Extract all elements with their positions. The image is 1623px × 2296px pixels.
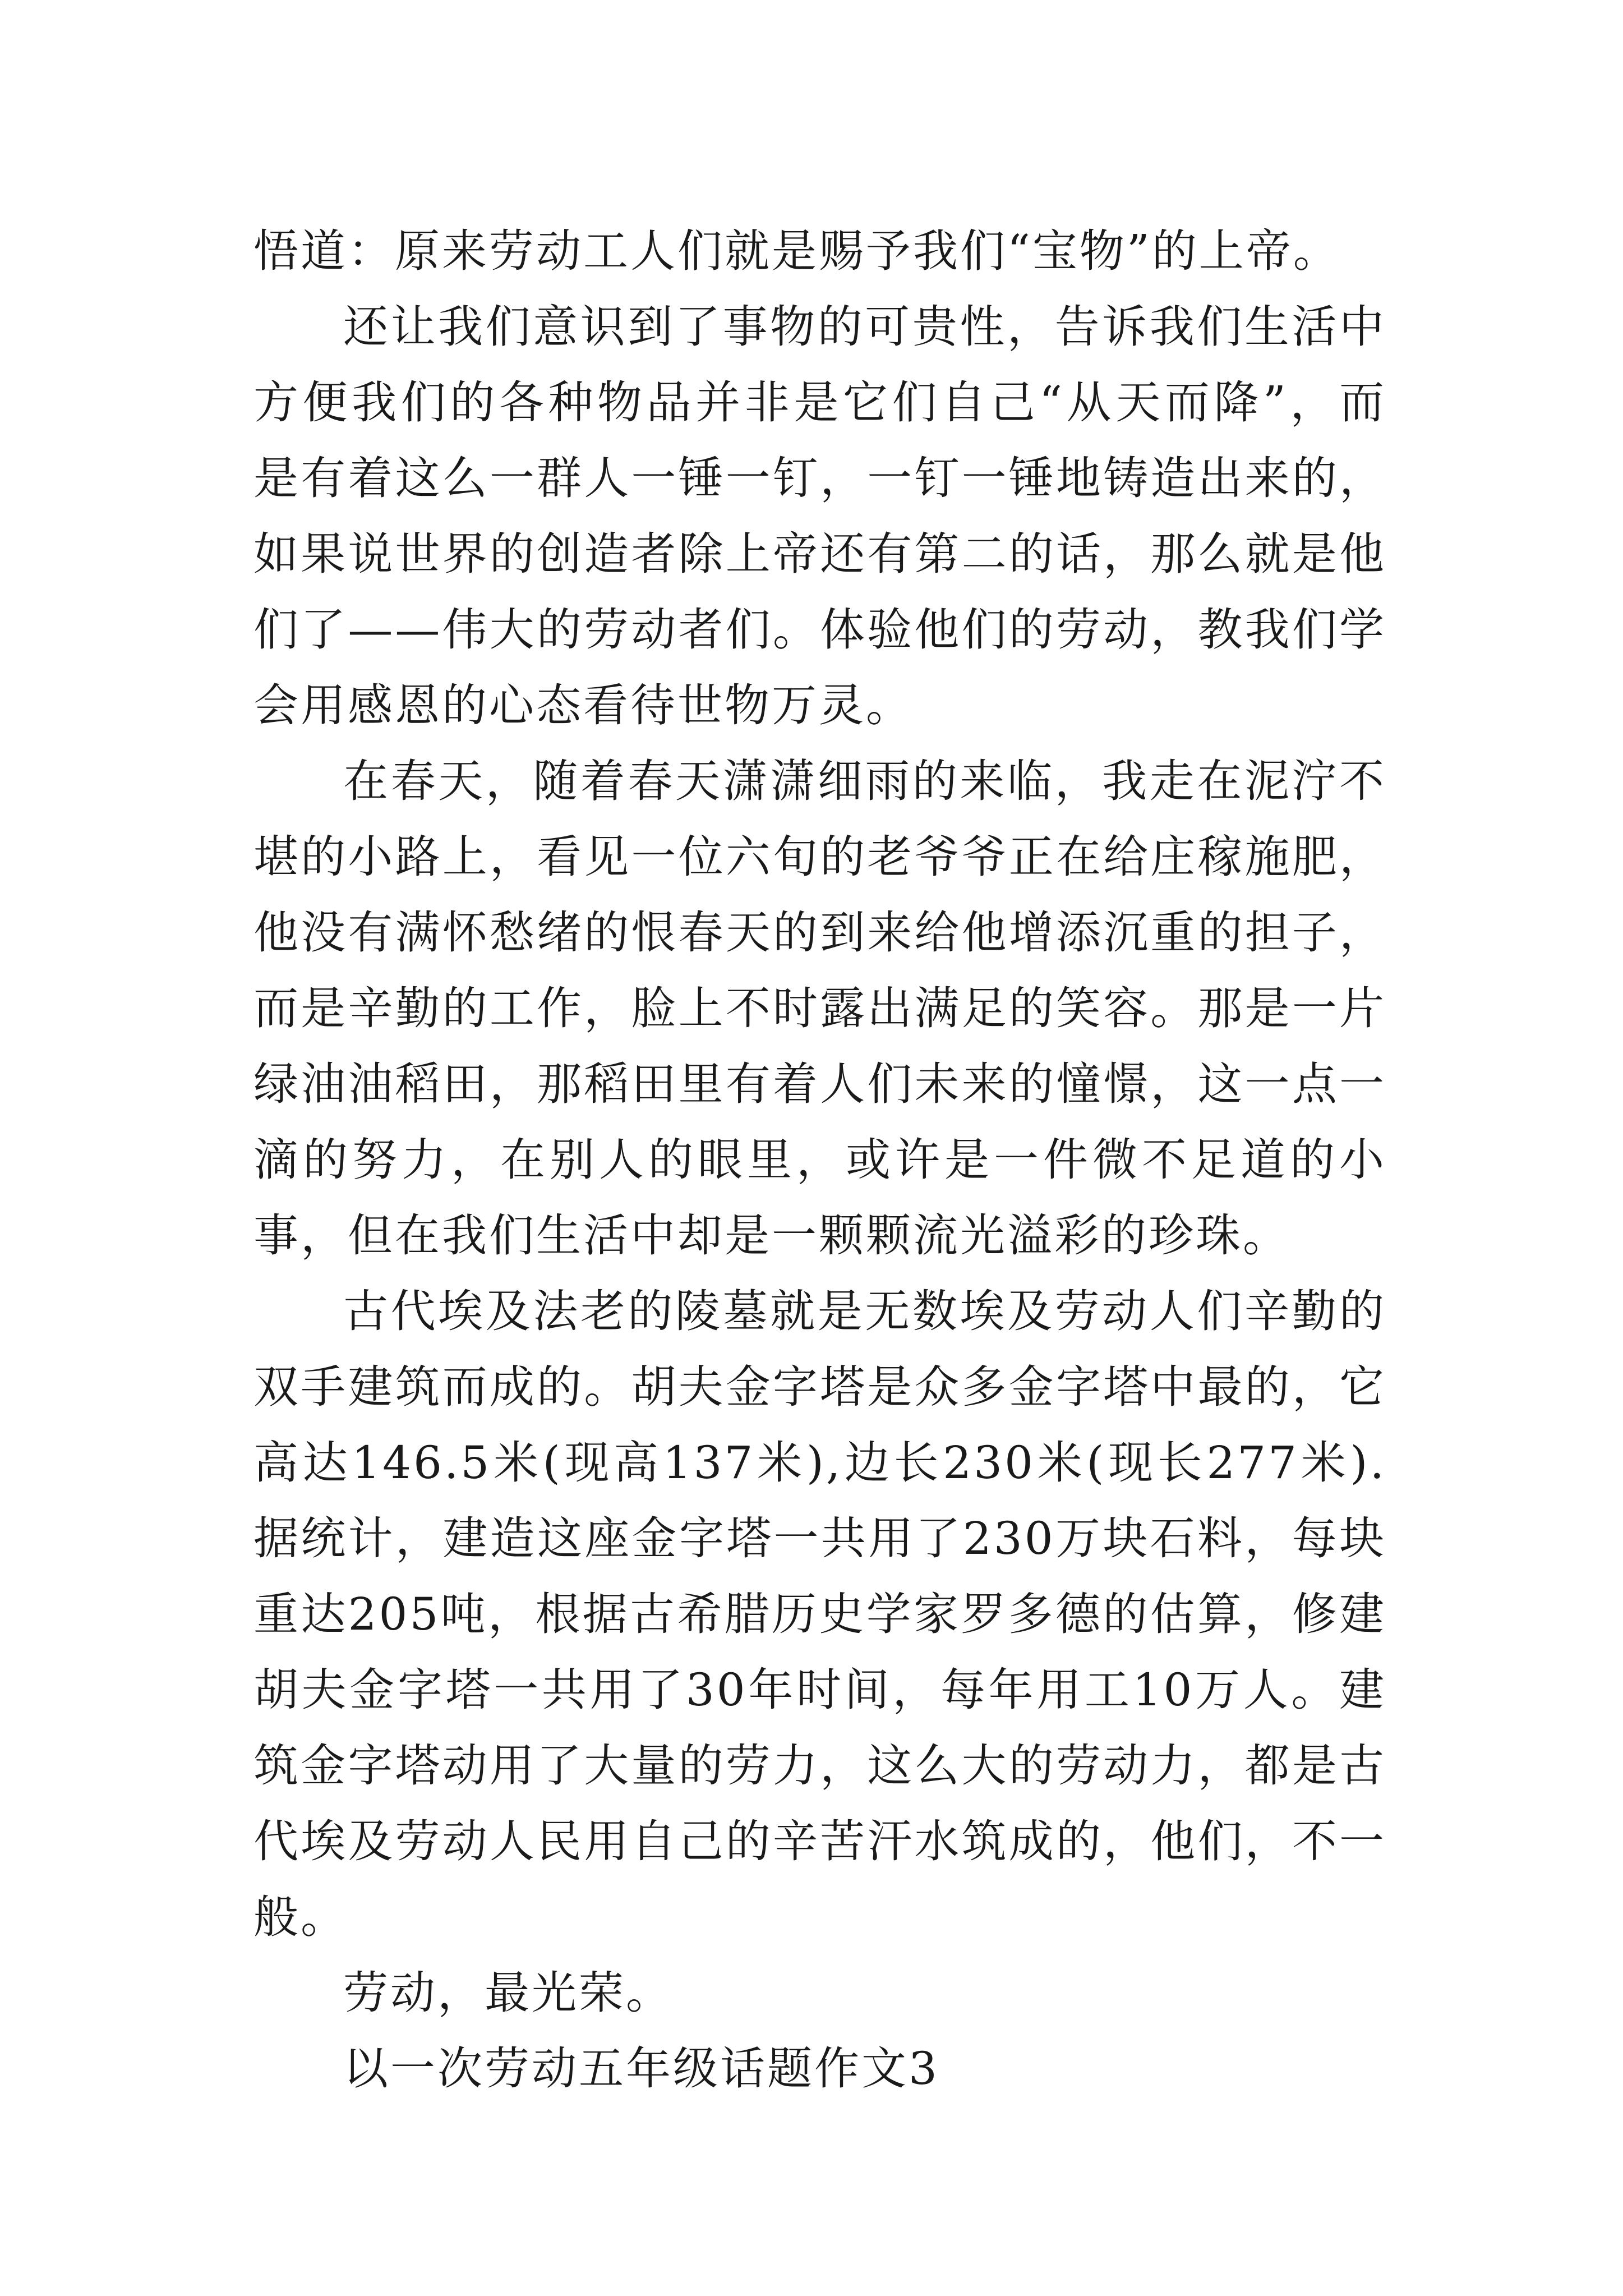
- paragraph: 劳动，最光荣。: [343, 1967, 673, 2019]
- paragraph: 还让我们意识到了事物的可贵性，告诉我们生活中方便我们的各种物品并非是它们自己“从天而降”，而是有着这么一群人一锤一钉，一钉一锤地铸造出来的，如果说世界的创造者除上帝还有第二的话，那么就是他们了——伟大的劳动者们。体验他们的劳动，教我们学会用感恩的心态看待世物万灵。: [253, 301, 1386, 731]
- paragraph: 在春天，随着春天潇潇细雨的来临，我走在泥泞不堪的小路上，看见一位六旬的老爷爷正在给庄稼施肥，他没有满怀愁绪的恨春天的到来给他增添沉重的担子，而是辛勤的工作，脸上不时露出满足的笑容。那是一片绿油油稻田，那稻田里有着人们未来的憧憬，这一点一滴的努力，在别人的眼里，或许是一件微不足道的小事，但在我们生活中却是一颗颗流光溢彩的珍珠。: [253, 755, 1386, 1262]
- section-heading: 以一次劳动五年级话题作文3: [343, 2042, 939, 2095]
- paragraph: 古代埃及法老的陵墓就是无数埃及劳动人们辛勤的双手建筑而成的。胡夫金字塔是众多金字塔中最的，它高达146.5米(现高137米),边长230米(现长277米).据统计，建造这座金字塔一共用了230万块石料，每块重达205吨，根据古希腊历史学家罗多德的估算，修建胡夫金字塔一共用了30年时间，每年用工10万人。建筑金字塔动用了大量的劳力，这么大的劳动力，都是古代埃及劳动人民用自己的辛苦汗水筑成的，他们，不一般。: [253, 1285, 1386, 1943]
- paragraph: 悟道：原来劳动工人们就是赐予我们“宝物”的上帝。: [253, 225, 1340, 277]
- document-page: [253, 213, 1386, 2106]
